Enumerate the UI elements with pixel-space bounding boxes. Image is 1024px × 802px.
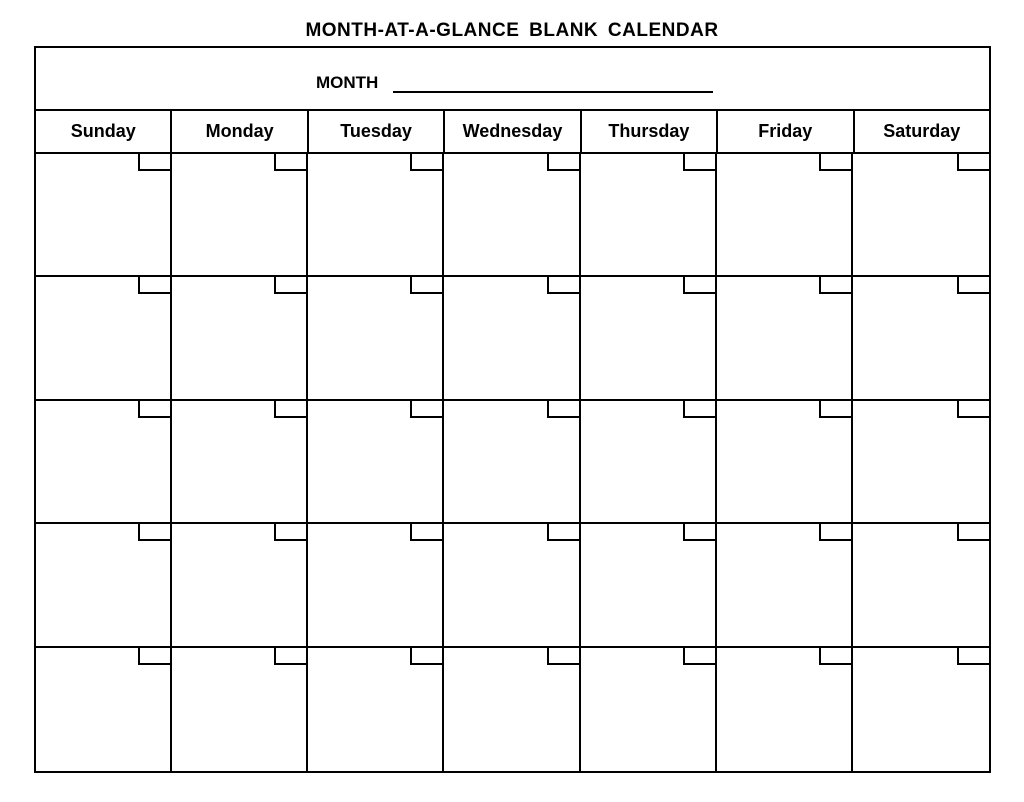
day-cell[interactable] [444, 524, 580, 647]
day-grid [36, 154, 989, 771]
day-cell[interactable] [581, 648, 717, 771]
day-cell[interactable] [308, 154, 444, 277]
day-cell[interactable] [36, 277, 172, 400]
weekday-tuesday: Tuesday [309, 111, 445, 152]
weekday-header [36, 111, 989, 154]
date-number-box[interactable] [410, 154, 442, 171]
day-cell[interactable] [581, 277, 717, 400]
date-number-box[interactable] [683, 154, 715, 171]
date-number-box[interactable] [547, 401, 579, 418]
day-cell[interactable] [36, 648, 172, 771]
day-cell[interactable] [36, 401, 172, 524]
day-cell[interactable] [853, 524, 989, 647]
day-cell[interactable] [853, 648, 989, 771]
day-cell[interactable] [581, 401, 717, 524]
date-number-box[interactable] [274, 401, 306, 418]
day-cell[interactable] [172, 648, 308, 771]
date-number-box[interactable] [274, 524, 306, 541]
date-number-box[interactable] [410, 524, 442, 541]
date-number-box[interactable] [547, 524, 579, 541]
date-number-box[interactable] [957, 277, 989, 294]
day-cell[interactable] [444, 401, 580, 524]
date-number-box[interactable] [138, 277, 170, 294]
date-number-box[interactable] [683, 277, 715, 294]
day-cell[interactable] [444, 154, 580, 277]
date-number-box[interactable] [138, 524, 170, 541]
day-cell[interactable] [853, 154, 989, 277]
weekday-monday: Monday [172, 111, 308, 152]
date-number-box[interactable] [547, 648, 579, 665]
date-number-box[interactable] [274, 154, 306, 171]
day-cell[interactable] [308, 648, 444, 771]
date-number-box[interactable] [957, 648, 989, 665]
date-number-box[interactable] [819, 277, 851, 294]
date-number-box[interactable] [138, 648, 170, 665]
day-cell[interactable] [444, 277, 580, 400]
day-cell[interactable] [853, 401, 989, 524]
date-number-box[interactable] [819, 648, 851, 665]
date-number-box[interactable] [410, 277, 442, 294]
day-cell[interactable] [172, 277, 308, 400]
date-number-box[interactable] [547, 154, 579, 171]
date-number-box[interactable] [957, 401, 989, 418]
date-number-box[interactable] [274, 277, 306, 294]
date-number-box[interactable] [138, 154, 170, 171]
weekday-wednesday: Wednesday [445, 111, 581, 152]
date-number-box[interactable] [683, 401, 715, 418]
weekday-sunday: Sunday [36, 111, 172, 152]
day-cell[interactable] [717, 401, 853, 524]
weekday-saturday: Saturday [883, 121, 961, 141]
month-label: MONTH [316, 73, 379, 92]
day-cell[interactable] [581, 524, 717, 647]
day-cell[interactable] [172, 524, 308, 647]
date-number-box[interactable] [819, 401, 851, 418]
day-cell[interactable] [853, 277, 989, 400]
day-cell[interactable] [717, 154, 853, 277]
date-number-box[interactable] [274, 648, 306, 665]
calendar-title: MONTH-AT-A-GLANCE BLANK CALENDAR [305, 20, 719, 41]
day-cell[interactable] [581, 154, 717, 277]
day-cell[interactable] [308, 524, 444, 647]
day-cell[interactable] [172, 401, 308, 524]
date-number-box[interactable] [819, 154, 851, 171]
day-cell[interactable] [717, 648, 853, 771]
day-cell[interactable] [308, 401, 444, 524]
date-number-box[interactable] [547, 277, 579, 294]
month-row [36, 48, 989, 111]
calendar-frame [34, 46, 991, 773]
date-number-box[interactable] [683, 524, 715, 541]
weekday-friday: Friday [718, 111, 854, 152]
day-cell[interactable] [172, 154, 308, 277]
date-number-box[interactable] [957, 524, 989, 541]
day-cell[interactable] [717, 524, 853, 647]
date-number-box[interactable] [138, 401, 170, 418]
date-number-box[interactable] [410, 648, 442, 665]
date-number-box[interactable] [410, 401, 442, 418]
day-cell[interactable] [444, 648, 580, 771]
weekday-thursday: Thursday [582, 111, 718, 152]
date-number-box[interactable] [683, 648, 715, 665]
month-write-line[interactable] [393, 91, 713, 93]
date-number-box[interactable] [819, 524, 851, 541]
date-number-box[interactable] [957, 154, 989, 171]
day-cell[interactable] [717, 277, 853, 400]
day-cell[interactable] [308, 277, 444, 400]
day-cell[interactable] [36, 524, 172, 647]
day-cell[interactable] [36, 154, 172, 277]
